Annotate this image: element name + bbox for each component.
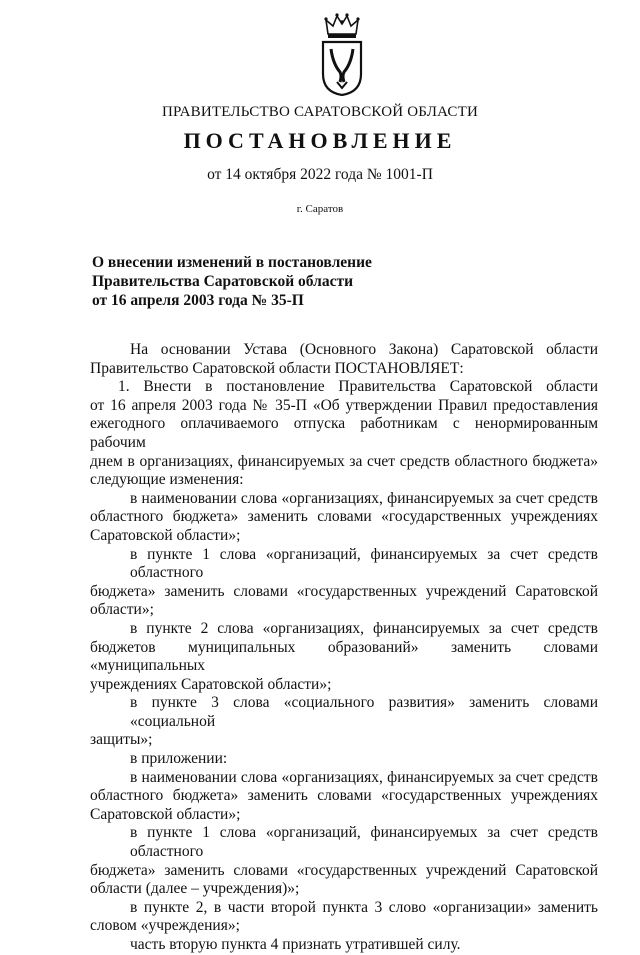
body-line: от 16 апреля 2003 года № 35-П «Об утверждении Правил предоставления [90, 396, 598, 414]
body-line: в пункте 3 слова «социального развития» заменить словами «социальной [130, 694, 598, 730]
body-line: области»; [90, 601, 154, 619]
body-line: учреждениях Саратовской области»; [90, 675, 332, 693]
subject-line: Правительства Саратовской области [92, 273, 353, 290]
body-line: Саратовской области»; [90, 526, 241, 544]
body-line: в наименовании слова «организациях, финансируемых за счет средств [130, 768, 598, 786]
body-line: Саратовской области»; [90, 805, 241, 823]
body-line: в пункте 1 слова «организаций, финансируемых за счет средств областного [130, 545, 598, 582]
body-line: областного бюджета» заменить словами «государственных учреждениях [90, 508, 598, 526]
body-line: в пункте 1 слова «организаций, финансируемых за счет средств областного [130, 824, 598, 861]
body-line: в наименовании слова «организациях, финансируемых за счет средств [130, 489, 598, 507]
body-line: бюджета» заменить словами «государственных учреждений Саратовской [90, 861, 598, 879]
body-line: днем в организациях, финансируемых за счет средств областного бюджета» [90, 452, 598, 470]
body-line: в приложении: [130, 750, 228, 768]
subject-line: от 16 апреля 2003 года № 35-П [92, 292, 304, 309]
body-line: словом «учреждения»; [90, 917, 240, 935]
document-body [90, 341, 598, 955]
body-line: часть вторую пункта 4 признать утратившей силу. [130, 936, 461, 953]
document-type-title: ПОСТАНОВЛЕНИЕ [183, 128, 457, 153]
body-line: в пункте 2, в части второй пункта 3 слово «организации» заменить [130, 898, 598, 916]
saratov-coat-of-arms-icon [318, 12, 366, 96]
body-line: областного бюджета» заменить словами «государственных учреждениях [90, 787, 598, 805]
body-line: На основании Устава (Основного Закона) Саратовской области [130, 341, 598, 358]
body-line: защиты»; [90, 731, 153, 749]
subject-line: О внесении изменений в постановление [92, 254, 372, 271]
body-line: области (далее – учреждения)»; [90, 880, 300, 898]
body-line: бюджета» заменить словами «государственных учреждений Саратовской [90, 582, 598, 600]
document-subject [92, 253, 512, 310]
body-line: 1. Внести в постановление Правительства Саратовской области [118, 378, 598, 396]
body-line: следующие изменения: [90, 471, 244, 489]
body-line: Правительство Саратовской области ПОСТАНОВЛЯЕТ: [90, 359, 464, 377]
government-name: ПРАВИТЕЛЬСТВО САРАТОВСКОЙ ОБЛАСТИ [161, 104, 479, 120]
body-line: в пункте 2 слова «организациях, финансируемых за счет средств [130, 619, 598, 637]
body-line: бюджетов муниципальных образований» заменить словами «муниципальных [90, 638, 598, 675]
document-city: г. Саратов [296, 203, 344, 215]
document-date-number: от 14 октября 2022 года № 1001-П [207, 166, 433, 183]
body-line: ежегодного оплачиваемого отпуска работникам с ненормированным рабочим [90, 415, 598, 451]
